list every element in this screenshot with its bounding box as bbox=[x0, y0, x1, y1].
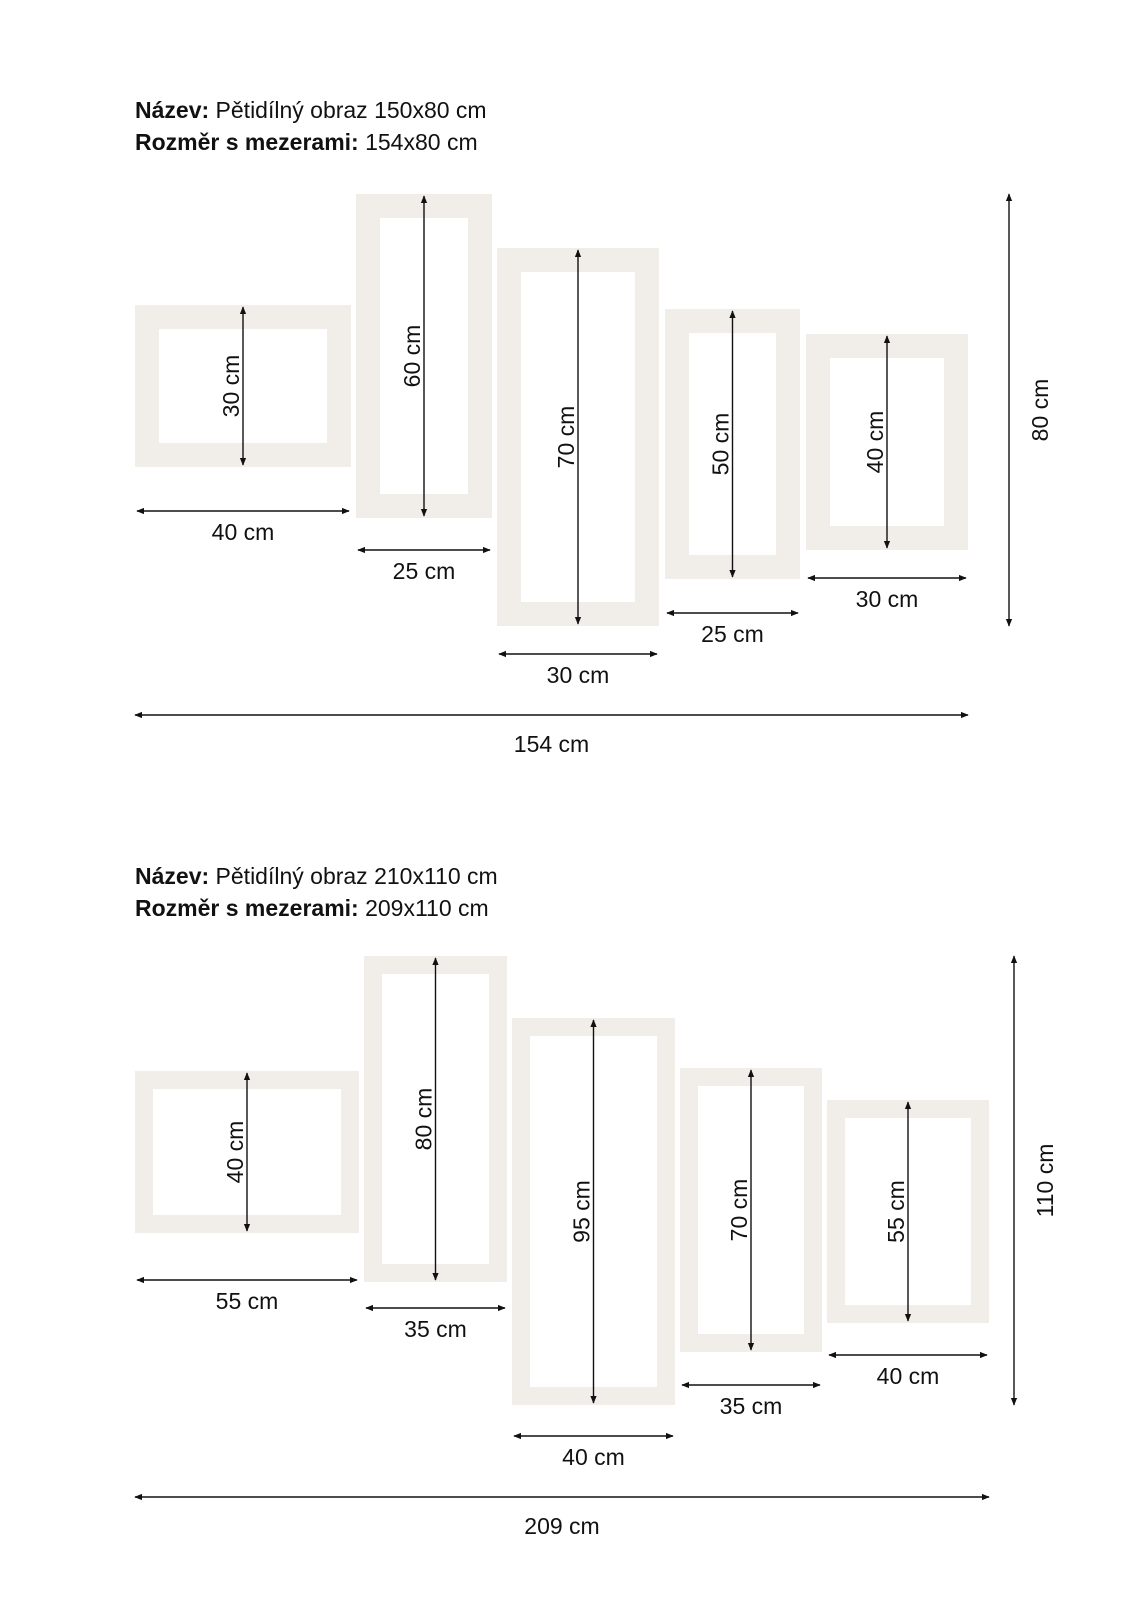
set-1-panel-5-width-label: 30 cm bbox=[855, 586, 919, 612]
set-2-total-height-label: 110 cm bbox=[1032, 1143, 1058, 1218]
set-1-total-width-label: 154 cm bbox=[513, 731, 590, 757]
set-2-panel-1-height-label: 40 cm bbox=[222, 1120, 248, 1184]
set-1-panel-5-height-label: 40 cm bbox=[862, 410, 888, 474]
set-2-panel-2-width-label: 35 cm bbox=[404, 1316, 467, 1342]
set-1-size-value: 154x80 cm bbox=[365, 129, 478, 155]
set-2-panel-3-height-label: 95 cm bbox=[568, 1180, 595, 1243]
set-1-panel-1-height-label: 30 cm bbox=[218, 354, 244, 418]
set-1-name-value: Pětidílný obraz 150x80 cm bbox=[215, 97, 487, 123]
set-1-panel-4-width-label: 25 cm bbox=[701, 621, 764, 647]
set-2-panel-4-height-label: 70 cm bbox=[726, 1178, 752, 1242]
set-1-panel-2-width-label: 25 cm bbox=[392, 558, 456, 584]
set-1-panel-1-width-label: 40 cm bbox=[211, 519, 275, 545]
set-1-panel-3-width-label: 30 cm bbox=[546, 662, 610, 688]
set-1-panel-2-height-label: 60 cm bbox=[399, 324, 425, 388]
set-2-diagram bbox=[135, 956, 1058, 1539]
set-1-name-label: Název: bbox=[135, 97, 210, 123]
set-1-total-height-label: 80 cm bbox=[1027, 378, 1053, 442]
set-2-size-value: 209x110 cm bbox=[365, 895, 489, 921]
set-1-diagram bbox=[135, 194, 1053, 757]
set-2-name-value: Pětidílný obraz 210x110 cm bbox=[215, 863, 498, 889]
set-1-size-label: Rozměr s mezerami: bbox=[135, 129, 359, 155]
set-2-panel-1-width-label: 55 cm bbox=[215, 1288, 279, 1314]
set-1-panel-3-height-label: 70 cm bbox=[553, 405, 579, 469]
set-2-size-label: Rozměr s mezerami: bbox=[135, 895, 359, 921]
set-2-panel-3-width-label: 40 cm bbox=[562, 1444, 625, 1470]
set-2-panel-5-width-label: 40 cm bbox=[876, 1363, 940, 1389]
set-2-total-width-label: 209 cm bbox=[524, 1513, 600, 1539]
set-1-panel-4-height-label: 50 cm bbox=[707, 412, 734, 476]
set-2-panel-2-height-label: 80 cm bbox=[410, 1087, 437, 1151]
set-2-panel-5-height-label: 55 cm bbox=[883, 1180, 909, 1243]
set-2-name-label: Název: bbox=[135, 863, 210, 889]
set-2-panel-4-width-label: 35 cm bbox=[719, 1393, 783, 1419]
